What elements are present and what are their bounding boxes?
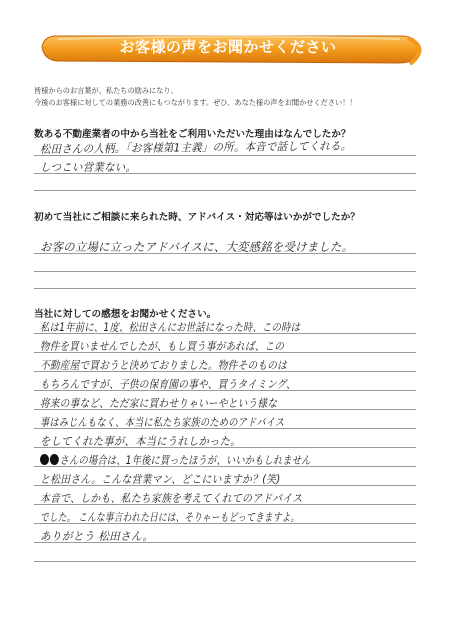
handwritten-answer: と松田さん。こんな営業マン、どこにいますか？(笑) [40,473,281,486]
handwritten-answer: 本音で、しかも、私たち家族を考えてくれてのアドバイス [40,492,303,505]
answer-line [34,271,416,272]
intro-text [34,85,434,109]
intro-line-2: 今後のお客様に対しての業務の改善にもつながります。ぜひ、あなた様の声をお聞かせください！！ [34,98,357,107]
handwritten-answer: 物件を買いませんでしたが、もし買う事があれば、この [40,340,285,353]
question-1-answer-area [34,140,416,192]
title-banner [38,30,418,68]
question-2-answer-area [34,224,416,294]
answer-line [34,288,416,289]
question-3-label: 当社に対しての感想をお聞かせください。 [34,309,217,320]
handwritten-answer: 不動産屋で買おうと決めておりました。物件そのものは [40,359,287,372]
handwritten-answer: もちろんですが、子供の保育園の事や、買うタイミング、 [40,378,296,391]
handwritten-answer: をしてくれた事が、本当にうれしかった。 [40,435,241,448]
banner-title: お客様の声をお聞かせください [119,38,337,56]
handwritten-answer-redacted-line [40,452,311,468]
intro-line-1: 皆様からのお言葉が、私たちの励みになり、 [34,86,178,95]
handwritten-answer: 将来の事など、ただ家に買わせりゃいーやという様な [40,397,278,410]
handwritten-answer: でした。 こんな事言われた日には、そりゃーもどってきますよ。 [40,511,300,524]
handwritten-answer: 事はみじんもなく、本当に私たち家族のためのアドバイス [40,416,285,429]
redaction-mark [50,454,59,465]
question-1-label: 数ある不動産業者の中から当社をご利用いただいた理由はなんでしたか？ [34,129,351,140]
handwritten-answer: お客の立場に立ったアドバイスに、大変感銘を受けました。 [40,240,354,254]
handwritten-answer: しつこい営業ない。 [40,161,137,174]
handwritten-answer: 私は1年前に、1度、松田さんにお世話になった時、この時は [40,321,301,334]
answer-line [34,190,416,191]
question-2-label: 初めて当社にご相談に来られた時、アドバイス・対応等はいかがでしたか？ [34,212,360,223]
handwritten-answer: さんの場合は、1年後に買ったほうが、いいかもしれません [59,454,311,467]
question-3-answer-area [34,318,416,578]
answer-line [34,561,416,562]
handwritten-answer: ありがとう 松田さん。 [40,530,154,543]
redaction-mark [40,454,49,465]
handwritten-answer: 松田さんの人柄。「お客様第1主義」の所。本音で話してくれる。 [39,139,352,157]
